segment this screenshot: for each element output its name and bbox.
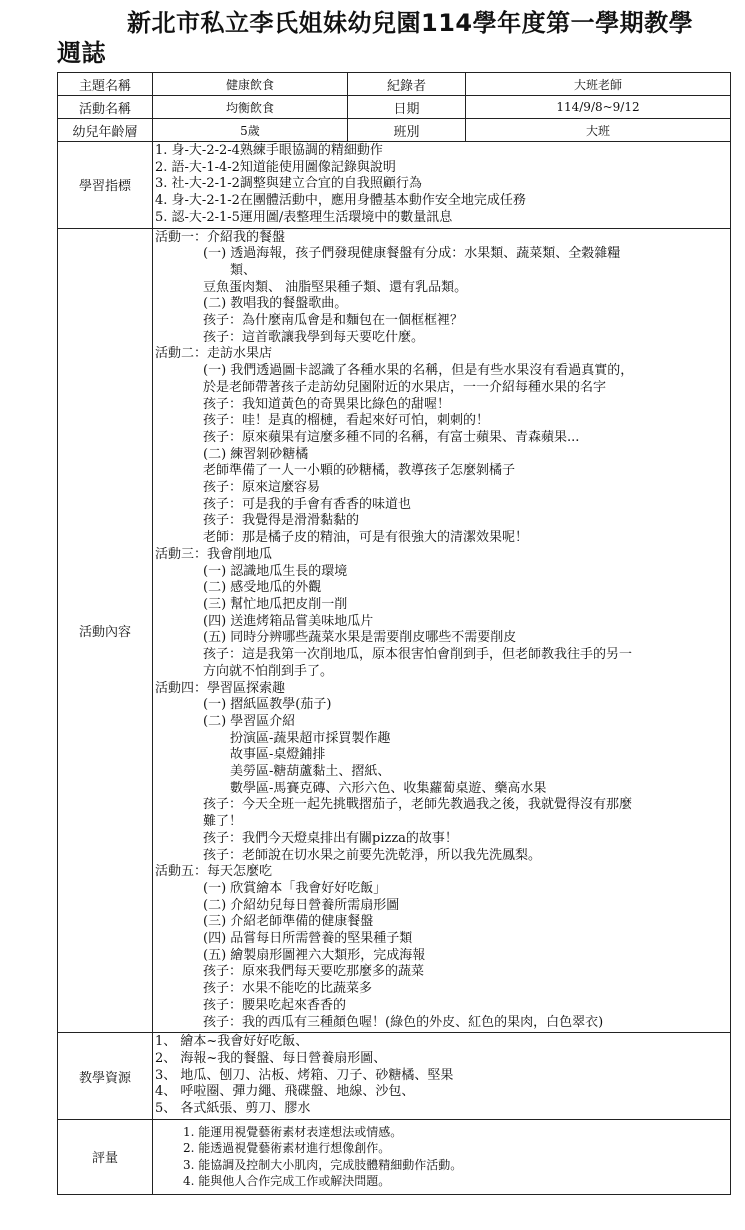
content-line: 孩子：原來蘋果有這麼多種不同的名稱，有富士蘋果、青森蘋果...: [203, 429, 580, 445]
content-line: 孩子：我知道黃色的奇異果比綠色的甜喔！: [203, 396, 451, 412]
learning-indicator-item: 1. 身-大-2-2-4熟練手眼協調的精細動作: [155, 143, 383, 158]
age-value: 5歲: [153, 119, 348, 142]
content-line: (一) 透過海報，孩子們發現健康餐盤有分成：水果類、蔬菜類、全穀雜糧: [203, 246, 621, 262]
learning-row: [58, 142, 731, 229]
learning-indicators: [153, 142, 731, 229]
recorder-label: 紀錄者: [348, 73, 466, 96]
evaluation-item: 1. 能運用視覺藝術素材表達想法或情感。: [183, 1124, 403, 1139]
content-line: 孩子：這首歌讓我學到每天要吃什麼。: [203, 329, 425, 345]
evaluation-list: [153, 1119, 731, 1194]
activity-heading: 活動三：我會削地瓜: [155, 546, 273, 562]
content-line: 豆魚蛋肉類、 油脂堅果種子類、還有乳品類。: [203, 279, 468, 295]
content-line: 方向就不怕削到手了。: [203, 663, 334, 679]
activity-label: 活動名稱: [58, 96, 153, 119]
resource-item: 5、 各式紙張、剪刀、膠水: [155, 1101, 311, 1117]
resource-item: 2、 海報~我的餐盤、每日營養扇形圖、: [155, 1050, 387, 1066]
evaluation-label: 評量: [58, 1119, 153, 1194]
document-title: [57, 8, 737, 68]
date-value: 114/9/8~9/12: [466, 96, 731, 119]
learning-label: 學習指標: [58, 142, 153, 229]
learning-indicator-item: 4. 身-大-2-1-2在團體活動中，應用身體基本動作安全地完成任務: [155, 193, 526, 209]
content-line: (四) 品嘗每日所需營養的堅果種子類: [203, 931, 413, 947]
class-label: 班別: [348, 119, 466, 142]
activity-heading: 活動一：介紹我的餐盤: [155, 229, 286, 245]
content-line: 孩子：老師說在切水果之前要先洗乾淨，所以我先洗鳳梨。: [203, 847, 542, 863]
content-line: (三) 介紹老師準備的健康餐盤: [203, 914, 374, 930]
content-line: (二) 練習剝砂糖橘: [203, 446, 309, 462]
content-line: 數學區-馬賽克磚、六形六色、收集蘿蔔桌遊、藥高水果: [230, 780, 547, 796]
resource-item: 3、 地瓜、刨刀、沾板、烤箱、刀子、砂糖橘、堅果: [155, 1067, 454, 1083]
recorder-value: 大班老師: [466, 73, 731, 96]
content-line: (一) 欣賞繪本「我會好好吃飯」: [203, 880, 387, 896]
content-line: 於是老師帶著孩子走訪幼兒園附近的水果店，一一介紹每種水果的名字: [203, 379, 607, 395]
activity-value: 均衡飲食: [153, 96, 348, 119]
date-label: 日期: [348, 96, 466, 119]
title-line-1: 新北市私立李氏姐妹幼兒園114學年度第一學期教學: [127, 9, 694, 37]
age-label: 幼兒年齡層: [58, 119, 153, 142]
content-line: 孩子：可是我的手會有香香的味道也: [203, 496, 412, 512]
theme-value: 健康飲食: [153, 73, 348, 96]
content-line: 老師準備了一人一小顆的砂糖橘，教導孩子怎麼剝橘子: [203, 463, 516, 479]
header-row-age: [58, 119, 731, 142]
header-row-theme: [58, 73, 731, 96]
content-line: 孩子：這是我第一次削地瓜，原本很害怕會削到手，但老師教我往手的另一: [203, 647, 633, 663]
journal-table: [57, 72, 731, 1195]
content-line: (二) 教唱我的餐盤歌曲。: [203, 296, 348, 312]
content-line: 美勞區-糖葫蘆黏土、摺紙、: [230, 764, 391, 780]
content-line: 類、: [230, 262, 257, 278]
content-line: 孩子：原來這麼容易: [203, 480, 321, 496]
header-row-activity: [58, 96, 731, 119]
evaluation-item: 2. 能透過視覺藝術素材進行想像創作。: [183, 1141, 391, 1156]
content-line: (三) 幫忙地瓜把皮削一削: [203, 596, 348, 612]
content-line: 孩子：我的西瓜有三種顏色喔！(綠色的外皮、紅色的果肉，白色翠衣): [203, 1014, 604, 1030]
title-line-2: 週誌: [57, 39, 106, 67]
content-line: 難了！: [203, 814, 243, 830]
teaching-resources: [153, 1033, 731, 1120]
learning-indicator-item: 5. 認-大-2-1-5運用圖/表整理生活環境中的數量訊息: [155, 209, 453, 225]
evaluation-item: 3. 能協調及控制大小肌肉，完成肢體精細動作活動。: [183, 1157, 463, 1172]
resource-item: 4、 呼啦圈、彈力繩、飛碟盤、地線、沙包、: [155, 1084, 415, 1100]
content-line: 孩子：為什麼南瓜會是和麵包在一個框框裡？: [203, 313, 464, 329]
content-line: 孩子：原來我們每天要吃那麼多的蔬菜: [203, 964, 425, 980]
resource-item: 1、 繪本~我會好好吃飯、: [155, 1034, 309, 1050]
class-value: 大班: [466, 119, 731, 142]
learning-indicator-item: 2. 語-大-1-4-2知道能使用圖像記錄與說明: [155, 159, 396, 175]
theme-label: 主題名稱: [58, 73, 153, 96]
content-row: [58, 228, 731, 1033]
content-line: (五) 繪製扇形圖裡六大類形，完成海報: [203, 947, 426, 963]
content-line: 孩子：我覺得是滑滑黏黏的: [203, 513, 360, 529]
content-line: 孩子：哇！是真的榴槤，看起來好可怕，刺刺的！: [203, 413, 490, 429]
content-line: 孩子：腰果吃起來香香的: [203, 997, 347, 1013]
content-line: (二) 感受地瓜的外觀: [203, 580, 322, 596]
evaluation-row: [58, 1119, 731, 1194]
content-line: (二) 學習區介紹: [203, 713, 296, 729]
activity-heading: 活動二：走訪水果店: [155, 346, 273, 362]
content-line: 故事區-桌燈鋪排: [230, 747, 326, 763]
content-line: (一) 我們透過圖卡認識了各種水果的名稱，但是有些水果沒有看過真實的，: [203, 363, 634, 379]
activity-heading: 活動四：學習區探索趣: [155, 680, 286, 696]
content-line: 孩子：我們今天燈桌排出有關pizza的故事！: [203, 830, 458, 846]
content-label: 活動內容: [58, 228, 153, 1033]
content-line: 老師：那是橘子皮的精油，可是有很強大的清潔效果呢！: [203, 530, 529, 546]
content-line: (一) 摺紙區教學(茄子): [203, 697, 332, 713]
content-line: 扮演區-蔬果超市採買製作趣: [230, 730, 391, 746]
resources-row: [58, 1033, 731, 1120]
content-line: 孩子：今天全班一起先挑戰摺茄子，老師先教過我之後，我就覺得沒有那麼: [203, 797, 633, 813]
evaluation-item: 4. 能與他人合作完成工作或解決問題。: [183, 1174, 391, 1189]
activity-heading: 活動五：每天怎麼吃: [155, 864, 273, 880]
content-line: (四) 送進烤箱品嘗美味地瓜片: [203, 613, 374, 629]
resources-label: 教學資源: [58, 1033, 153, 1120]
content-line: 孩子：水果不能吃的比蔬菜多: [203, 981, 373, 997]
content-line: (五) 同時分辨哪些蔬菜水果是需要削皮哪些不需要削皮: [203, 630, 517, 646]
content-line: (二) 介紹幼兒每日營養所需扇形圖: [203, 897, 400, 913]
content-line: (一) 認識地瓜生長的環境: [203, 563, 348, 579]
activity-content: [153, 228, 731, 1033]
learning-indicator-item: 3. 社-大-2-1-2調整與建立合宜的自我照顧行為: [155, 176, 422, 192]
